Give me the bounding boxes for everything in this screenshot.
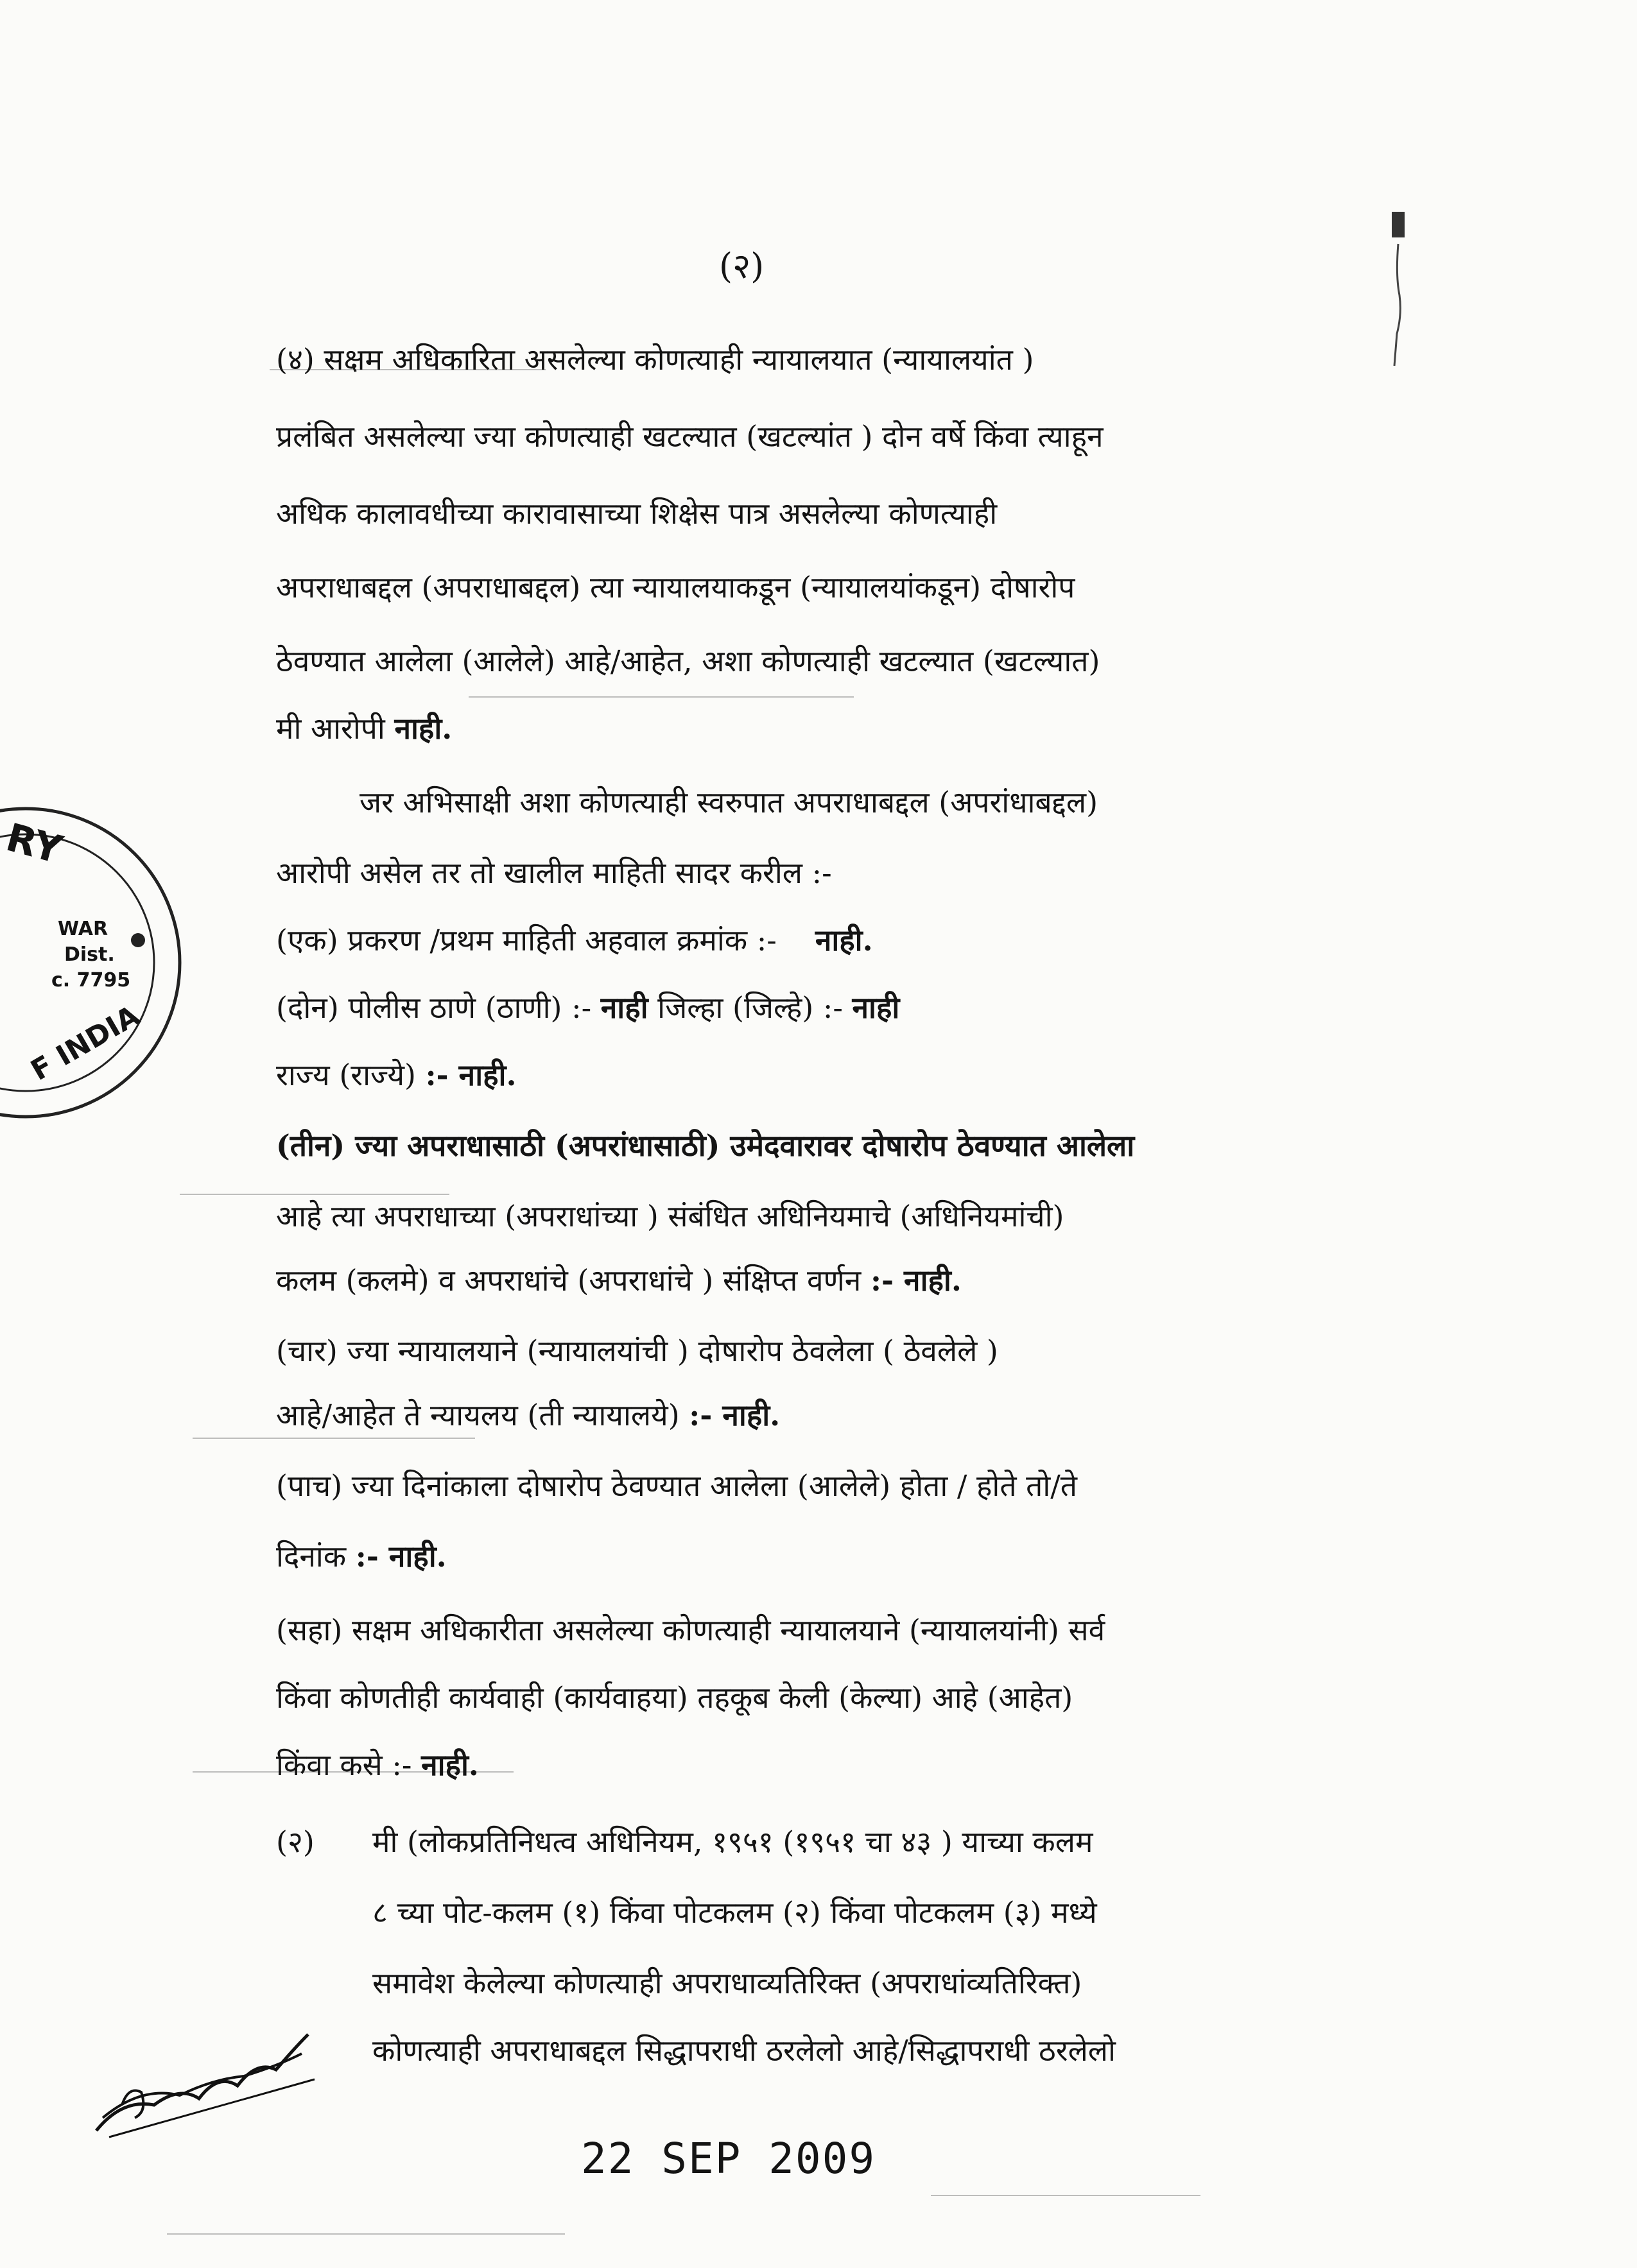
- answer-no: नाही.: [815, 923, 873, 958]
- official-seal: [0, 802, 193, 1123]
- section2-label: (२): [276, 1825, 315, 1859]
- line-text: किंवा कसे :-: [276, 1748, 422, 1782]
- section4-line-6: [276, 709, 452, 748]
- item-5-line-1: (पाच) ज्या दिनांकाला दोषारोप ठेवण्यात आलेला (आलेले) होता / होते तो/ते: [276, 1468, 1078, 1503]
- seal-text-line: c. 7795: [51, 969, 131, 992]
- item-6-line-1: (सहा) सक्षम अधिकारीता असलेल्या कोणत्याही न्यायालयाने (न्यायालयांनी) सर्व: [276, 1613, 1105, 1647]
- line-text: (दोन) पोलीस ठाणे (ठाणी) :-: [276, 990, 601, 1025]
- answer-no: नाही.: [421, 1748, 479, 1782]
- line-text: प्रलंबित असलेल्या ज्या कोणत्याही खटल्यात (खटल्यांत ) दोन वर्षे किंवा त्याहून: [276, 419, 1104, 454]
- section2-line-4: कोणत्याही अपराधाबद्दल सिद्धापराधी ठरलेलो आहे/सिद्धापराधी ठरलेलो: [372, 2033, 1116, 2068]
- scan-line: [469, 696, 854, 698]
- item-1: [276, 921, 873, 959]
- line-text: मी आरोपी: [276, 711, 395, 746]
- section4-line-2: [276, 417, 1226, 456]
- signature-icon: [83, 2009, 327, 2150]
- line-text: जिल्हा (जिल्हे) :-: [648, 990, 853, 1025]
- answer-no: नाही: [600, 990, 648, 1025]
- seal-text-top: RY: [1, 815, 67, 873]
- answer-no: नाही.: [394, 711, 453, 746]
- intro-line-2: आरोपी असेल तर तो खालील माहिती सादर करील :-: [276, 855, 832, 890]
- scan-line: [193, 1438, 475, 1439]
- item-3-line-2: आहे त्या अपराधाच्या (अपराधांच्या ) संबंधित अधिनियमाचे (अधिनियमांची): [276, 1199, 1064, 1233]
- section4-line-5: ठेवण्यात आलेला (आलेले) आहे/आहेत, अशा कोणत्याही खटल्यात (खटल्यात): [276, 644, 1100, 678]
- seal-text-line: Dist.: [64, 943, 115, 966]
- section2-line-3: समावेश केलेल्या कोणत्याही अपराधाव्यतिरिक्त (अपराधांव्यतिरिक्त): [372, 1966, 1082, 2000]
- item-2: [276, 988, 899, 1027]
- seal-text-bottom: F INDIA: [25, 999, 145, 1087]
- answer-no: नाही: [852, 990, 900, 1025]
- section4-line-1: (४) सक्षम अधिकारिता असलेल्या कोणत्याही न्यायालयात (न्यायालयांत ): [276, 342, 1034, 377]
- line-text: आहे/आहेत ते न्यायलय (ती न्यायालये): [276, 1398, 689, 1432]
- intro-line-1: जर अभिसाक्षी अशा कोणत्याही स्वरुपात अपराधाबद्दल (अपरांधाबद्दल): [359, 785, 1098, 820]
- answer-no: :- नाही.: [355, 1539, 447, 1574]
- line-text: दिनांक: [276, 1539, 356, 1574]
- line-text: कलम (कलमे) व अपराधांचे (अपराधांचे ) संक्षिप्त वर्णन: [276, 1263, 870, 1298]
- page-number: (२): [719, 246, 765, 286]
- scan-line: [180, 1194, 449, 1195]
- item-6-line-3: [276, 1746, 479, 1784]
- staple-mark-icon: [1380, 205, 1419, 372]
- item-3-line-1: (तीन) ज्या अपराधासाठी (अपरांधासाठी) उमेदवारावर दोषारोप ठेवण्यात आलेला: [276, 1128, 1135, 1163]
- item-4-line-2: [276, 1396, 780, 1434]
- answer-no: :- नाही.: [689, 1398, 781, 1432]
- scan-line: [167, 2233, 565, 2235]
- item-2-state: [276, 1056, 516, 1094]
- scan-line: [931, 2195, 1200, 2196]
- item-5-line-2: [276, 1537, 447, 1576]
- item-4-line-1: (चार) ज्या न्यायालयाने (न्यायालयांची ) दोषारोप ठेवलेला ( ठेवलेले ): [276, 1334, 998, 1368]
- section2-line-2: ८ च्या पोट-कलम (१) किंवा पोटकलम (२) किंवा पोटकलम (३) मध्ये: [372, 1895, 1097, 1930]
- seal-text-line: WAR: [58, 918, 108, 940]
- date-stamp: 22 SEP 2009: [581, 2134, 876, 2183]
- item-6-line-2: किंवा कोणतीही कार्यवाही (कार्यवाहया) तहकूब केली (केल्या) आहे (आहेत): [276, 1680, 1073, 1715]
- section4-line-4: अपराधाबद्दल (अपराधाबद्दल) त्या न्यायालयाकडून (न्यायालयांकडून) दोषारोप: [276, 570, 1075, 605]
- line-text: राज्य (राज्ये): [276, 1058, 426, 1092]
- answer-no: :- नाही.: [425, 1058, 517, 1092]
- answer-no: :- नाही.: [870, 1263, 962, 1298]
- section2-line-1: मी (लोकप्रतिनिधत्व अधिनियम, १९५१ (१९५१ चा ४३ ) याच्या कलम: [372, 1825, 1093, 1859]
- item-3-line-3: [276, 1261, 962, 1300]
- line-text: (एक) प्रकरण /प्रथम माहिती अहवाल क्रमांक :-: [276, 923, 777, 958]
- section4-line-3: अधिक कालावधीच्या कारावासाच्या शिक्षेस पात्र असलेल्या कोणत्याही: [276, 496, 998, 531]
